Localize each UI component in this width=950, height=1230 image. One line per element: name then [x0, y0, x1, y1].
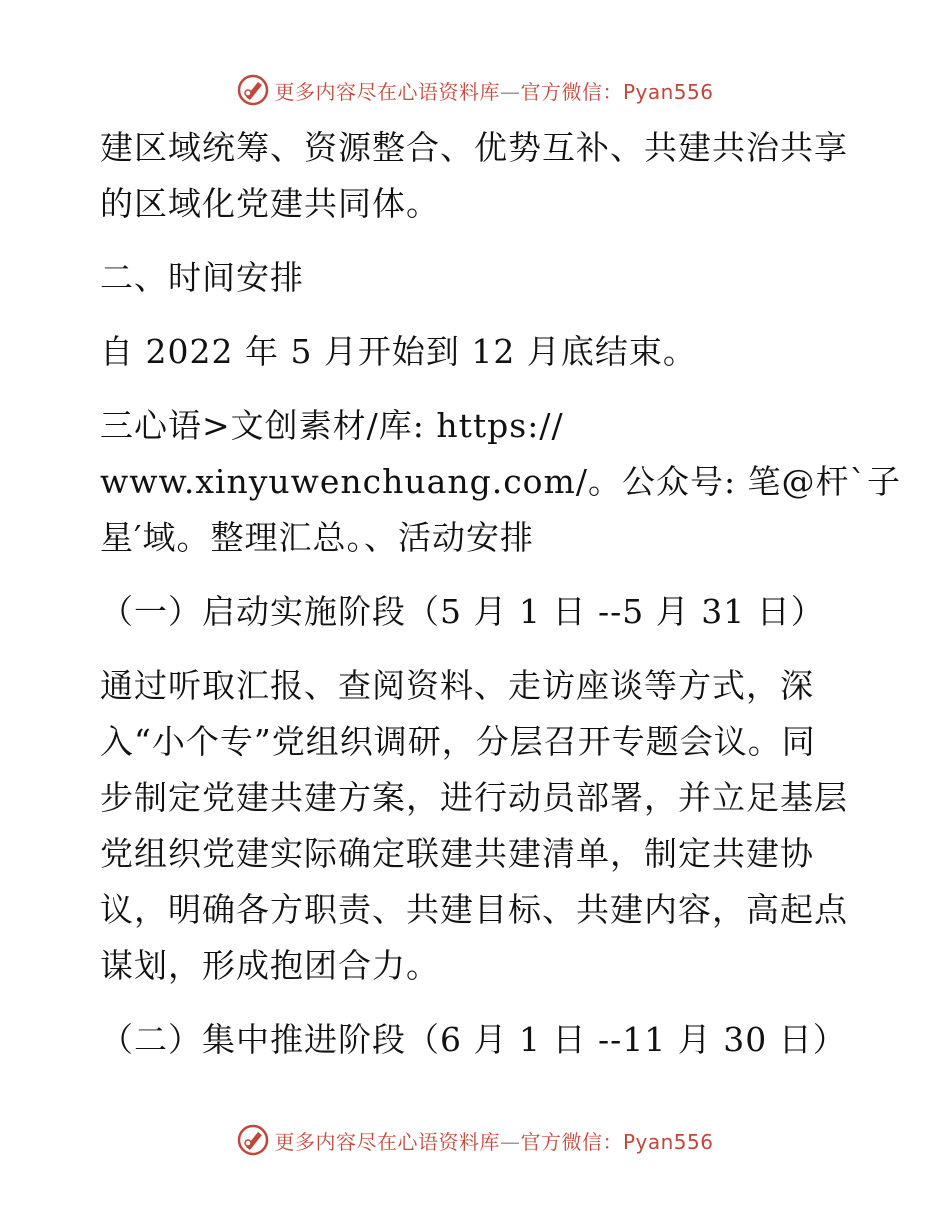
document-body [100, 124, 902, 1072]
pen-circle-icon [236, 73, 270, 107]
paragraph-line: 党组织党建实际确定联建共建清单，制定共建协 [100, 834, 814, 873]
subsection-heading-phase1: （一）启动实施阶段（5 月 1 日 --5 月 31 日） [100, 592, 825, 631]
paragraph-line: 星′域。整理汇总。、活动安排 [100, 518, 534, 557]
subsection-heading-phase2: （二）集中推进阶段（6 月 1 日 --11 月 30 日） [100, 1020, 847, 1059]
pen-circle-icon [236, 1123, 270, 1157]
watermark-text: 更多内容尽在心语资料库—官方微信：Pyan556 [274, 1129, 714, 1154]
paragraph-line: 谋划，形成抱团合力。 [100, 946, 440, 985]
watermark-header [0, 70, 950, 110]
paragraph-line: 通过听取汇报、查阅资料、走访座谈等方式，深 [100, 666, 814, 705]
paragraph-line: 入“小个专”党组织调研，分层召开专题会议。同 [100, 722, 816, 761]
section-heading-time: 二、时间安排 [100, 258, 304, 297]
paragraph-line: 建区域统筹、资源整合、优势互补、共建共治共享 [100, 128, 848, 167]
watermark-text: 更多内容尽在心语资料库—官方微信：Pyan556 [274, 79, 714, 104]
paragraph-line: www.xinyuwenchuang.com/。公众号: 笔@杆`子 [100, 462, 902, 501]
watermark-footer [0, 1120, 950, 1160]
paragraph-line: 三心语>文创素材/库: https:// [100, 406, 564, 445]
paragraph-line: 的区域化党建共同体。 [100, 184, 440, 223]
paragraph-line: 步制定党建共建方案，进行动员部署，并立足基层 [100, 778, 848, 817]
paragraph-line: 议，明确各方职责、共建目标、共建内容，高起点 [100, 890, 848, 929]
paragraph-line: 自 2022 年 5 月开始到 12 月底结束。 [100, 332, 697, 371]
